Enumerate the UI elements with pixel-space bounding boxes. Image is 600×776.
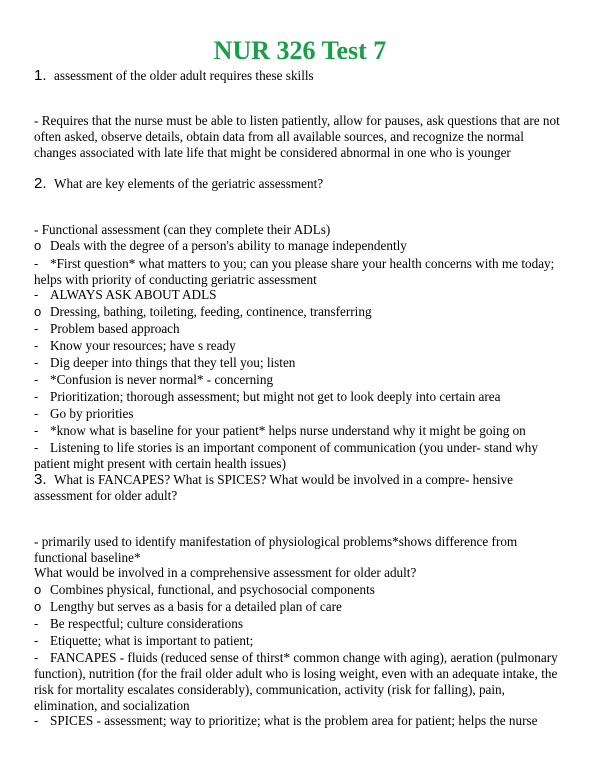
list-item: - *Confusion is never normal* - concerning: [34, 372, 274, 387]
question-1: [34, 68, 564, 84]
question-2: [34, 176, 564, 192]
list-item: o Lengthy but serves as a basis for a detailed plan of care: [34, 599, 342, 614]
question-number: 1.: [34, 67, 47, 84]
answer-3-intro: - primarily used to identify manifestation of physiological problems*shows difference from functional baseline*: [34, 534, 518, 565]
list-item: - Dig deeper into things that they tell you; listen: [34, 355, 296, 370]
document-title: NUR 326 Test 7: [213, 36, 387, 65]
answer-1: - Requires that the nurse must be able to listen patiently, allow for pauses, ask questions that are not often asked, observe details, obtain data from all available sources, and recognize the normal changes associated with late life that might be considered abnormal in one who is younger: [34, 113, 560, 160]
list-item: - ALWAYS ASK ABOUT ADLS: [34, 287, 217, 302]
list-item: o Combines physical, functional, and psychosocial components: [34, 582, 375, 597]
list-item: - Know your resources; have s ready: [34, 338, 236, 353]
list-item: - Problem based approach: [34, 321, 180, 336]
list-item: - *First question* what matters to you; can you please share your health concerns with me today; helps with priority of conducting geriatric assessment: [34, 256, 555, 287]
list-item: - Listening to life stories is an important component of communication (you under- stand why patient might present with certain health issues): [34, 440, 538, 471]
list-item: o Deals with the degree of a person's ability to manage independently: [34, 238, 407, 253]
answer-3-subheading: What would be involved in a comprehensive assessment for older adult?: [34, 565, 417, 580]
question-number: 3.: [34, 471, 47, 488]
list-item: - FANCAPES - fluids (reduced sense of thirst* common change with aging), aeration (pulmonary function), nutrition (for the frail older adult who is losing weight, even with an adequate intake, the risk for mortality escalates considerably), communication, activity (risk for falling), pain, elimination, and socialization: [34, 650, 558, 713]
question-number: 2.: [34, 175, 47, 192]
list-item: - *know what is baseline for your patient* helps nurse understand why it might be going on: [34, 423, 526, 438]
question-text: assessment of the older adult requires these skills: [54, 68, 314, 83]
question-text: What is FANCAPES? What is SPICES? What would be involved in a compre- hensive assessment for older adult?: [34, 472, 513, 503]
list-item: - Be respectful; culture considerations: [34, 616, 243, 631]
list-item: - Go by priorities: [34, 406, 134, 421]
list-item: o Dressing, bathing, toileting, feeding, continence, transferring: [34, 304, 372, 319]
list-item: - SPICES - assessment; way to prioritize; what is the problem area for patient; helps the nurse: [34, 713, 538, 728]
list-item: - Prioritization; thorough assessment; but might not get to look deeply into certain area: [34, 389, 501, 404]
question-3: [34, 472, 564, 504]
list-item: - Etiquette; what is important to patient;: [34, 633, 254, 648]
answer-2-intro: - Functional assessment (can they complete their ADLs): [34, 222, 331, 237]
question-text: What are key elements of the geriatric assessment?: [54, 176, 324, 191]
